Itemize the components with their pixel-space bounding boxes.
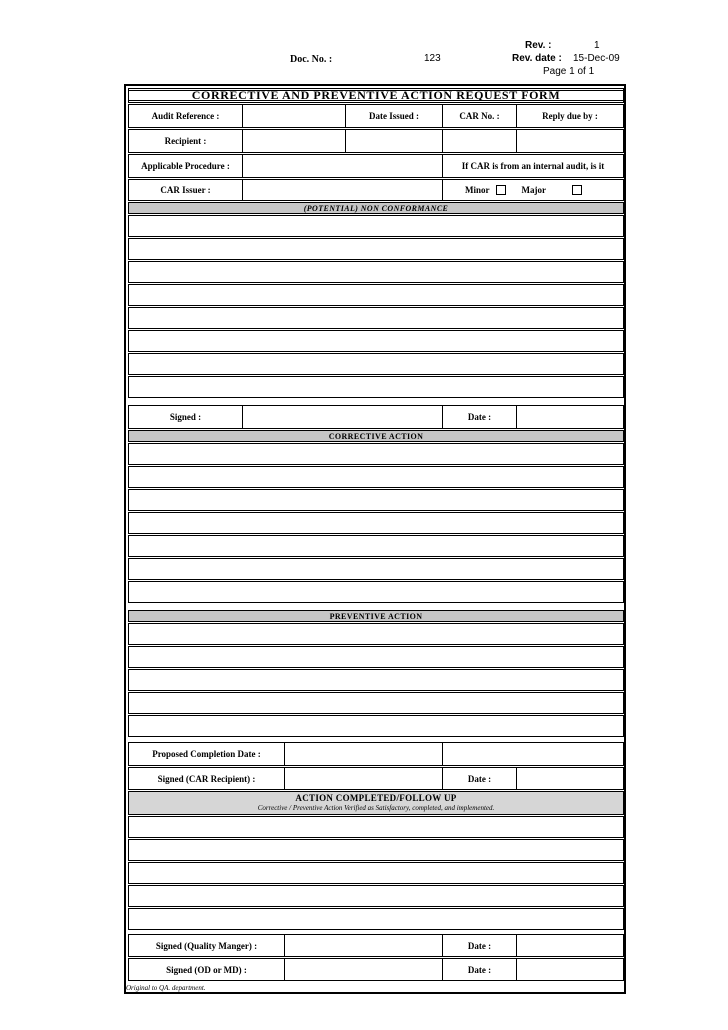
- capa-form: [124, 84, 626, 994]
- nc-signed-row: [128, 405, 624, 429]
- corrective-line-3[interactable]: [128, 489, 624, 511]
- corrective-line-7[interactable]: [128, 581, 624, 603]
- proposed-completion-label: Proposed Completion Date :: [152, 749, 261, 759]
- recipient-row: [128, 129, 624, 153]
- non-conformance-line-3[interactable]: [128, 261, 624, 283]
- footer-note: Original to QA. department.: [126, 984, 206, 992]
- action-completed-title: ACTION COMPLETED/FOLLOW UP: [295, 793, 457, 803]
- quality-manager-field[interactable]: [284, 935, 442, 956]
- nc-date-field[interactable]: [516, 406, 623, 428]
- follow-up-line-5[interactable]: [128, 908, 624, 930]
- corrective-line-5[interactable]: [128, 535, 624, 557]
- car-no-label: CAR No. :: [442, 105, 516, 127]
- proposed-completion-field[interactable]: [284, 743, 442, 765]
- preventive-line-5[interactable]: [128, 715, 624, 737]
- corrective-action-header: CORRECTIVE ACTION: [128, 430, 624, 442]
- non-conformance-line-6[interactable]: [128, 330, 624, 352]
- rev-label: Rev. :: [525, 40, 552, 51]
- non-conformance-line-8[interactable]: [128, 376, 624, 398]
- rev-value: 1: [594, 40, 600, 51]
- quality-manager-label: Signed (Quality Manger) :: [155, 940, 258, 951]
- preventive-line-1[interactable]: [128, 623, 624, 645]
- audit-row: [128, 104, 624, 128]
- non-conformance-line-1[interactable]: [128, 215, 624, 237]
- car-recipient-signed-label: Signed (CAR Recipient) :: [157, 773, 256, 784]
- action-completed-note: Corrective / Preventive Action Verified as Satisfactory, completed, and implemented.: [257, 804, 495, 812]
- car-issuer-field[interactable]: [242, 180, 442, 200]
- car-recipient-signed-row: [128, 767, 624, 790]
- od-md-date-label: Date :: [442, 959, 516, 980]
- recipient-reply-field[interactable]: [516, 130, 623, 152]
- car-recipient-date-label: Date :: [442, 768, 516, 789]
- follow-up-line-4[interactable]: [128, 885, 624, 907]
- applicable-procedure-label: Applicable Procedure :: [141, 161, 230, 171]
- form-title-bar: [128, 88, 624, 103]
- corrective-line-1[interactable]: [128, 443, 624, 465]
- major-checkbox[interactable]: [572, 185, 582, 195]
- page-number: Page 1 of 1: [543, 66, 595, 77]
- non-conformance-line-7[interactable]: [128, 353, 624, 375]
- procedure-row: [128, 154, 624, 178]
- non-conformance-header: (POTENTIAL) NON CONFORMANCE: [128, 202, 624, 214]
- recipient-field[interactable]: [242, 130, 345, 152]
- od-md-field[interactable]: [284, 959, 442, 980]
- minor-label: Minor: [465, 185, 490, 195]
- corrective-line-2[interactable]: [128, 466, 624, 488]
- preventive-line-4[interactable]: [128, 692, 624, 714]
- follow-up-line-2[interactable]: [128, 839, 624, 861]
- quality-manager-date-field[interactable]: [516, 935, 623, 956]
- od-md-row: [128, 958, 624, 981]
- recipient-label: Recipient :: [164, 136, 207, 146]
- audit-reference-field[interactable]: [242, 105, 345, 127]
- internal-audit-label: If CAR is from an internal audit, is it: [442, 155, 623, 177]
- proposed-completion-row: [128, 742, 624, 766]
- preventive-action-header: PREVENTIVE ACTION: [128, 610, 624, 622]
- non-conformance-line-4[interactable]: [128, 284, 624, 306]
- corrective-line-4[interactable]: [128, 512, 624, 534]
- car-issuer-label: CAR Issuer :: [160, 185, 211, 195]
- doc-no-label: Doc. No. :: [290, 54, 333, 65]
- corrective-line-6[interactable]: [128, 558, 624, 580]
- action-completed-header: [128, 791, 624, 815]
- non-conformance-line-5[interactable]: [128, 307, 624, 329]
- recipient-car-field[interactable]: [442, 130, 516, 152]
- nc-date-label: Date :: [442, 406, 516, 428]
- car-recipient-date-field[interactable]: [516, 768, 623, 789]
- nc-signed-field[interactable]: [242, 406, 442, 428]
- form-title: CORRECTIVE AND PREVENTIVE ACTION REQUEST FORM: [129, 90, 623, 101]
- audit-reference-label: Audit Reference :: [151, 111, 220, 121]
- nc-signed-label: Signed :: [169, 412, 202, 422]
- proposed-completion-extra-field[interactable]: [442, 743, 623, 765]
- rev-date-label: Rev. date :: [512, 53, 562, 64]
- rev-date-value: 15-Dec-09: [573, 53, 620, 64]
- applicable-procedure-field[interactable]: [242, 155, 442, 177]
- od-md-date-field[interactable]: [516, 959, 623, 980]
- minor-checkbox[interactable]: [496, 185, 506, 195]
- od-md-label: Signed (OD or MD) :: [166, 964, 247, 975]
- severity-options: [442, 180, 623, 200]
- major-label: Major: [521, 185, 546, 195]
- doc-no-value: 123: [424, 53, 441, 64]
- quality-manager-date-label: Date :: [442, 935, 516, 956]
- non-conformance-line-2[interactable]: [128, 238, 624, 260]
- recipient-date-field[interactable]: [345, 130, 442, 152]
- date-issued-label: Date Issued :: [345, 105, 442, 127]
- quality-manager-row: [128, 934, 624, 957]
- car-recipient-signed-field[interactable]: [284, 768, 442, 789]
- follow-up-line-3[interactable]: [128, 862, 624, 884]
- follow-up-line-1[interactable]: [128, 816, 624, 838]
- preventive-line-2[interactable]: [128, 646, 624, 668]
- car-issuer-row: [128, 179, 624, 201]
- preventive-line-3[interactable]: [128, 669, 624, 691]
- reply-due-label: Reply due by :: [516, 105, 623, 127]
